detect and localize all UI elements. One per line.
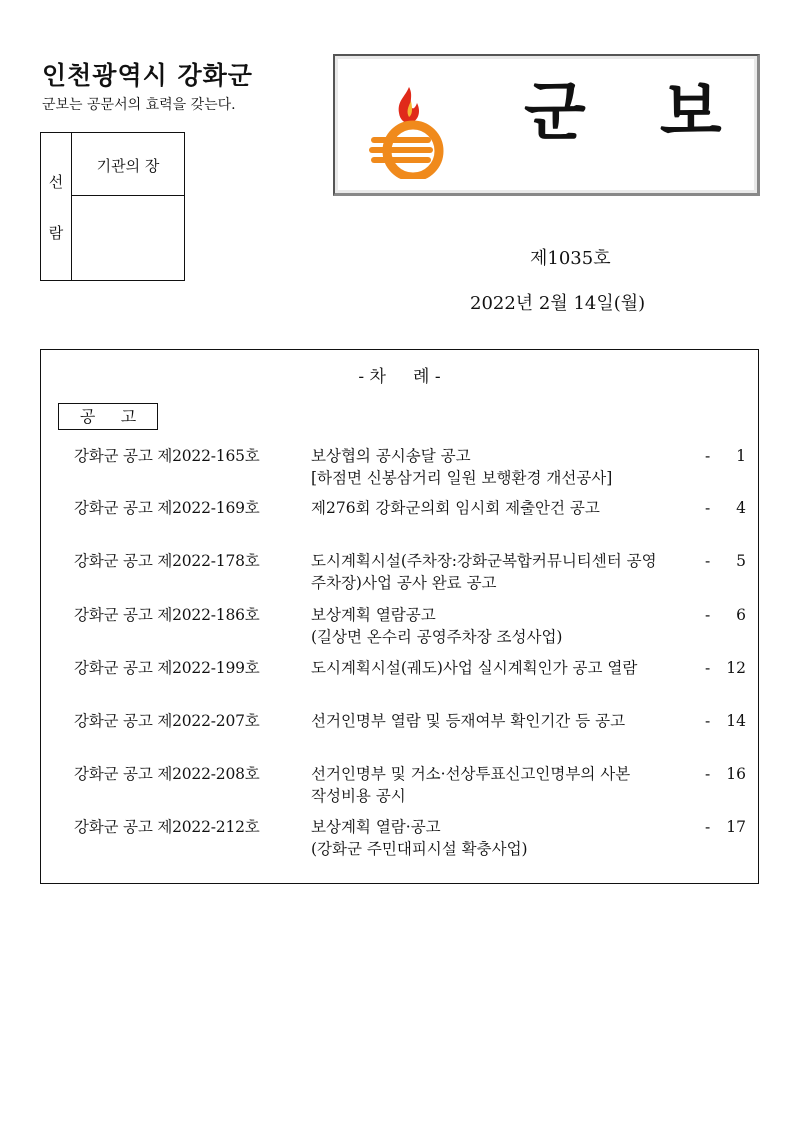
toc-title: - 차 례 - (358, 367, 441, 387)
entry-notice-number: 강화군 공고 제2022-186호 (74, 606, 260, 624)
approval-head-label: 기관의 장 (72, 133, 184, 196)
table-of-contents (40, 349, 759, 884)
entry-title (311, 604, 701, 648)
gazette-subtitle: 군보는 공문서의 효력을 갖는다. (42, 97, 236, 113)
org-title: 인천광역시 강화군 (42, 61, 253, 90)
entry-notice-number: 강화군 공고 제2022-208호 (74, 765, 260, 783)
entry-leader: - (705, 818, 711, 836)
entry-page-number: 6 (736, 606, 746, 624)
issue-number: 제1035호 (530, 248, 611, 269)
entry-leader: - (705, 499, 711, 517)
entry-title (311, 763, 701, 807)
entry-title-line: 선거인명부 및 거소·선상투표신고인명부의 사본 (311, 765, 631, 783)
entry-notice-number: 강화군 공고 제2022-199호 (74, 659, 260, 677)
entry-page-number: 5 (736, 552, 746, 570)
entry-title-line: 선거인명부 열람 및 등재여부 확인기간 등 공고 (311, 712, 626, 730)
issue-date: 2022년 2월 14일(월) (470, 293, 646, 314)
entry-page-number: 17 (726, 818, 746, 836)
entry-leader: - (705, 712, 711, 730)
entry-title-line: 도시계획시설(주차장:강화군복합커뮤니티센터 공영 (311, 552, 657, 570)
entry-title-line: [하점면 신봉삼거리 일원 보행환경 개선공사] (311, 469, 613, 487)
approval-box (40, 132, 185, 281)
approval-side-label (41, 133, 72, 280)
entry-page-number: 12 (726, 659, 746, 677)
entry-notice-number: 강화군 공고 제2022-212호 (74, 818, 260, 836)
entry-title-line: 주차장)사업 공사 완료 공고 (311, 574, 497, 592)
entry-title-line: 보상계획 열람·공고 (311, 818, 441, 836)
entry-title (311, 497, 701, 519)
entry-title-line: 보상계획 열람공고 (311, 606, 436, 624)
approval-side-char: 람 (48, 223, 64, 242)
entry-title-line: (길상면 온수리 공영주차장 조성사업) (311, 628, 563, 646)
entry-leader: - (705, 765, 711, 783)
entry-title-line: 보상협의 공시송달 공고 (311, 447, 471, 465)
entry-page-number: 14 (726, 712, 746, 730)
entry-title (311, 550, 701, 594)
entry-leader: - (705, 552, 711, 570)
entry-leader: - (705, 659, 711, 677)
entry-title (311, 445, 701, 489)
entry-page-number: 1 (736, 447, 746, 465)
entry-notice-number: 강화군 공고 제2022-169호 (74, 499, 260, 517)
entry-page-number: 4 (736, 499, 746, 517)
entry-title (311, 710, 701, 732)
entry-notice-number: 강화군 공고 제2022-207호 (74, 712, 260, 730)
toc-section-label: 공 고 (58, 403, 158, 430)
entry-leader: - (705, 447, 711, 465)
masthead-title: 군보 (524, 76, 796, 150)
entry-title (311, 816, 701, 860)
entry-notice-number: 강화군 공고 제2022-178호 (74, 552, 260, 570)
gangwha-county-emblem-icon (365, 79, 455, 179)
approval-side-char: 선 (48, 172, 64, 191)
entry-leader: - (705, 606, 711, 624)
entry-title-line: 작성비용 공시 (311, 787, 406, 805)
entry-title-line: 제276회 강화군의회 임시회 제출안건 공고 (311, 499, 600, 517)
masthead (333, 54, 796, 196)
entry-title (311, 657, 701, 679)
entry-title-line: 도시계획시설(궤도)사업 실시계획인가 공고 열람 (311, 659, 638, 677)
entry-page-number: 16 (726, 765, 746, 783)
entry-notice-number: 강화군 공고 제2022-165호 (74, 447, 260, 465)
entry-title-line: (강화군 주민대피시설 확충사업) (311, 840, 528, 858)
